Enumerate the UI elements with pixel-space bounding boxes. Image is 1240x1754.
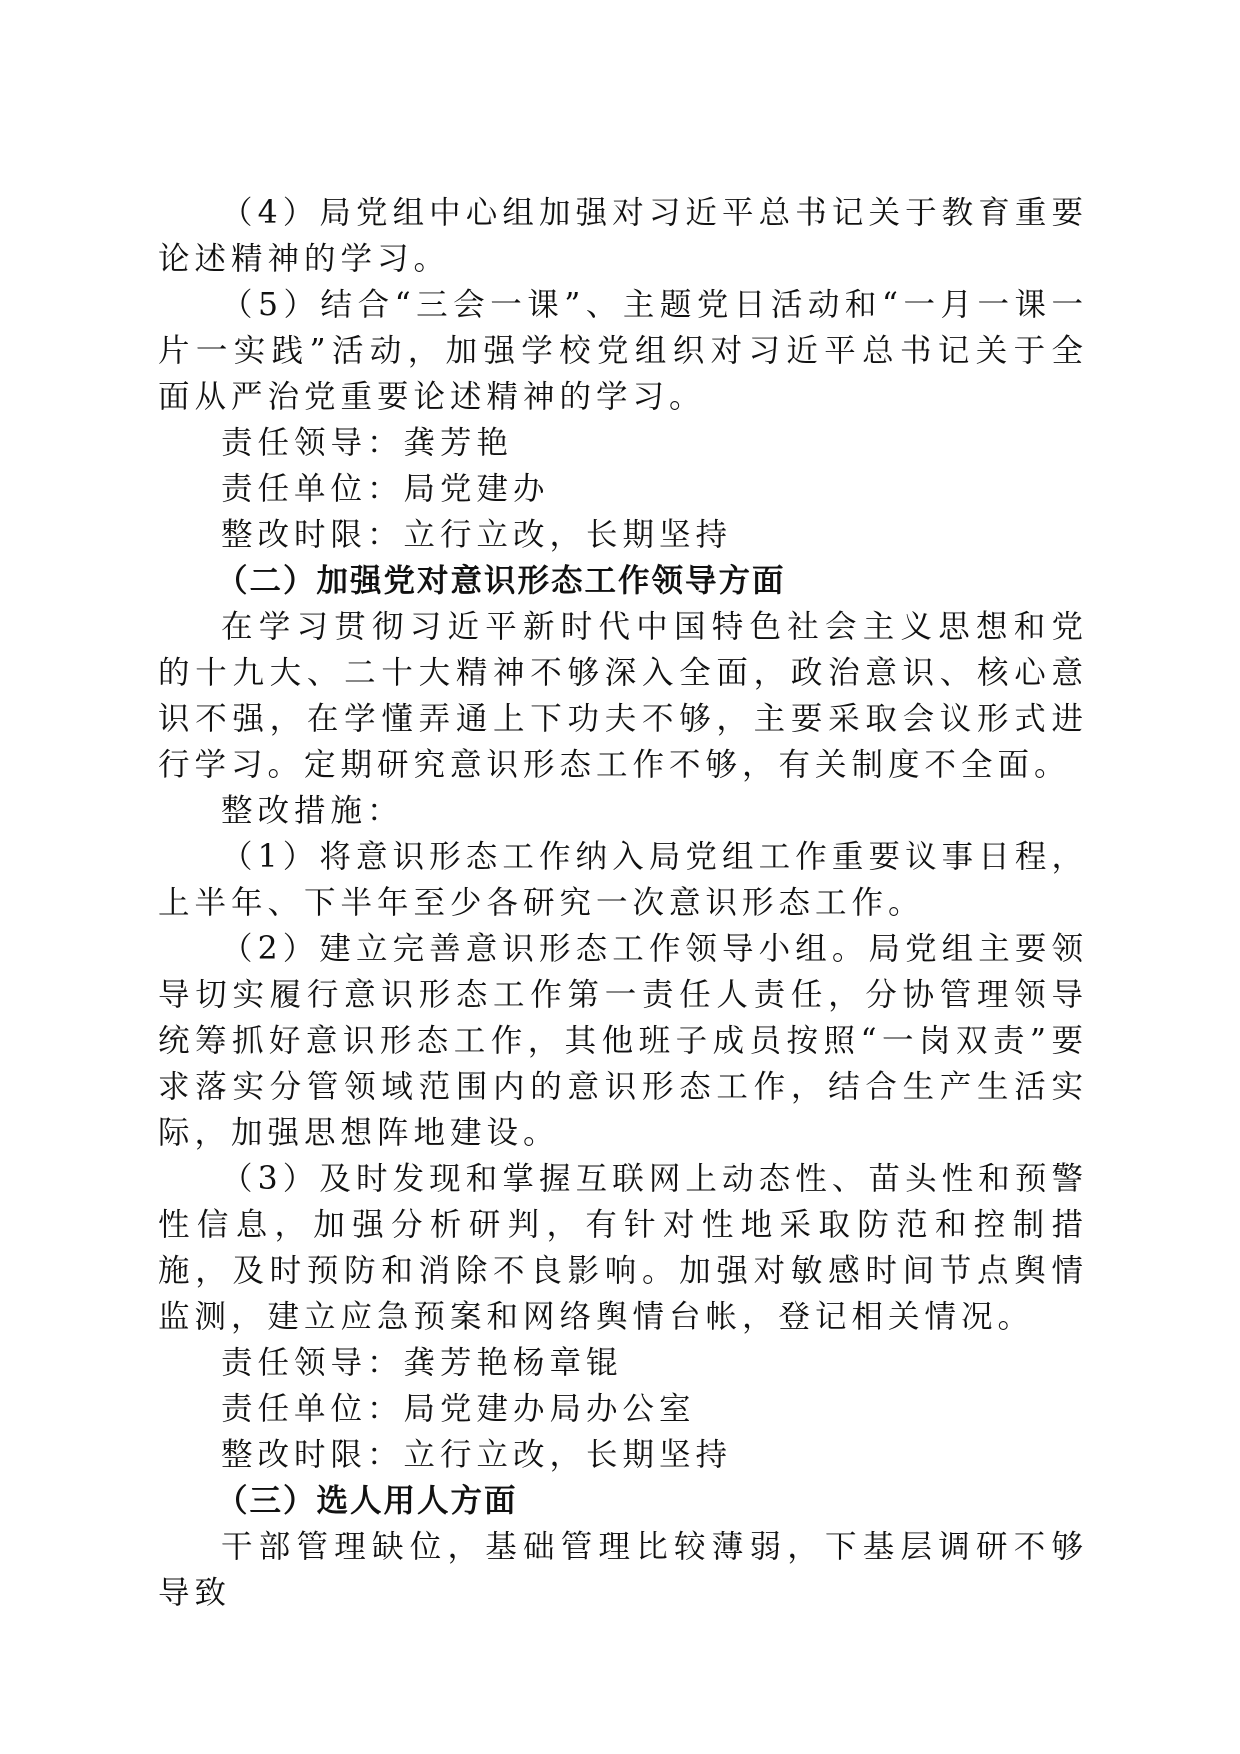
section-2-problem: 在学习贯彻习近平新时代中国特色社会主义思想和党的十九大、二十大精神不够深入全面，政治意识、核心意识不强，在学懂弄通上下功夫不够，主要采取会议形式进行学习。定期研究意识形态工作不够，有关制度不全面。 bbox=[158, 609, 1088, 783]
measures-label: 整改措施： bbox=[221, 793, 404, 829]
paragraph-item-5: （5）结合“三会一课”、主题党日活动和“一月一课一片一实践”活动，加强学校党组织对习近平总书记关于全面从严治党重要论述精神的学习。 bbox=[158, 287, 1088, 415]
section-heading-2: （二）加强党对意识形态工作领导方面 bbox=[216, 562, 786, 599]
measure-3: （3）及时发现和掌握互联网上动态性、苗头性和预警性信息，加强分析研判，有针对性地采取防范和控制措施，及时预防和消除不良影响。加强对敏感时间节点舆情监测，建立应急预案和网络舆情台帐，登记相关情况。 bbox=[158, 1161, 1088, 1335]
measure-1: （1）将意识形态工作纳入局党组工作重要议事日程，上半年、下半年至少各研究一次意识形态工作。 bbox=[158, 839, 1088, 921]
document-page bbox=[158, 190, 1088, 1616]
paragraph-item-4: （4）局党组中心组加强对习近平总书记关于教育重要论述精神的学习。 bbox=[158, 195, 1088, 277]
responsible-unit-2: 责任单位：局党建办局办公室 bbox=[221, 1391, 696, 1427]
responsible-leader-2: 责任领导：龚芳艳杨章锟 bbox=[221, 1345, 623, 1381]
measure-2: （2）建立完善意识形态工作领导小组。局党组主要领导切实履行意识形态工作第一责任人责任，分协管理领导统筹抓好意识形态工作，其他班子成员按照“一岗双责”要求落实分管领域范围内的意识形态工作，结合生产生活实际，加强思想阵地建设。 bbox=[158, 931, 1088, 1151]
deadline-2: 整改时限：立行立改，长期坚持 bbox=[221, 1437, 733, 1473]
deadline-1: 整改时限：立行立改，长期坚持 bbox=[221, 517, 733, 553]
responsible-leader-1: 责任领导：龚芳艳 bbox=[221, 425, 514, 461]
responsible-unit-1: 责任单位：局党建办 bbox=[221, 471, 550, 507]
section-heading-3: （三）选人用人方面 bbox=[216, 1482, 518, 1519]
section-3-problem: 干部管理缺位，基础管理比较薄弱，下基层调研不够导致 bbox=[158, 1529, 1088, 1611]
